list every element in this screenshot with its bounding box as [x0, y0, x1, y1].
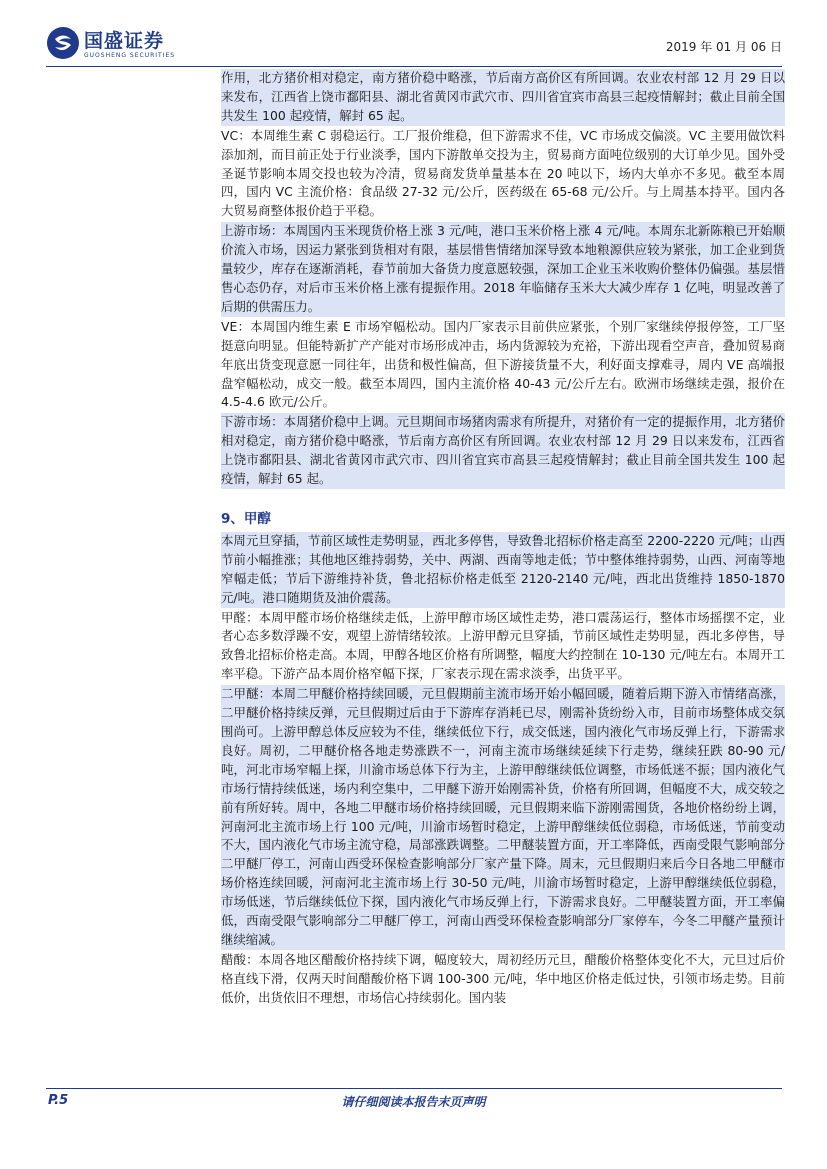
paragraph-upstream-corn: 上游市场：本周国内玉米现货价格上涨 3 元/吨，港口玉米价格上涨 4 元/吨。本周东北新陈粮已开始顺价流入市场，因运力紧张到货相对有限，基层惜售情绪加深导致本地粮源供应较为紧张，加工企业到货量较少，库存在逐渐消耗，春节前加大备货力度意愿较强，深加工企业玉米收购价整体仍偏强。基层惜售心态仍存，对后市玉米价格上涨有提振作用。2018 年临储存玉米大大减少库存 1 亿吨，明显改善了后期的供需压力。 [221, 222, 785, 317]
paragraph-pig-price-continued: 作用，北方猪价相对稳定，南方猪价稳中略涨，节后南方高价区有所回调。农业农村部 12 月 29 日以来发布，江西省上饶市鄱阳县、湖北省黄冈市武穴市、四川省宜宾市高县三起疫情解封；截止目前全国共发生 100 起疫情，解封 65 起。 [221, 69, 785, 126]
paragraph-downstream-pig: 下游市场：本周猪价稳中上调。元旦期间市场猪肉需求有所提升，对猪价有一定的提振作用，北方猪价相对稳定，南方猪价稳中略涨，节后南方高价区有所回调。农业农村部 12 月 29 日以来发布，江西省上饶市鄱阳县、湖北省黄冈市武穴市、四川省宜宾市高县三起疫情解封；截止目前全国共发生 100 起疫情，解封 65 起。 [221, 413, 785, 489]
paragraph-methanol: 本周元旦穿插，节前区域性走势明显，西北多停售，导致鲁北招标价格走高至 2200-2220 元/吨；山西节前小幅推涨；其他地区维持弱势，关中、两湖、西南等地走低；节中整体维持弱势，山西、河南等地窄幅走低；节后下游维持补货，鲁北招标价格走低至 2120-2140 元/吨，西北出货维持 1850-1870 元/吨。港口随期货及油价震荡。 [221, 532, 785, 608]
section-title-methanol: 9、甲醇 [221, 510, 271, 527]
paragraph-dme: 二甲醚：本周二甲醚价格持续回暖，元旦假期前主流市场开始小幅回暖，随着后期下游入市情绪高涨，二甲醚价格持续反弹，元旦假期过后由于下游库存消耗已尽，刚需补货纷纷入市，目前市场整体成交氛围尚可。上游甲醇总体反应较为不佳，继续低位下行，成交低迷，国内液化气市场反弹上行，下游需求良好。周初，二甲醚价格各地走势涨跌不一，河南主流市场继续延续下行走势，继续狂跌 80-90 元/吨，河北市场窄幅上探，川渝市场总体下行为主，上游甲醇继续低位调整，市场低迷不振；国内液化气市场行情持续低迷，场内利空集中，二甲醚下游开始刚需补货，价格有所回调，但幅度不大，成交较之前有所好转。周中，各地二甲醚市场价格持续回暖，元旦假期来临下游刚需囤货，各地价格纷纷上调，河南河北主流市场上行 100 元/吨，川渝市场暂时稳定，上游甲醇继续低位弱稳，市场低迷，节前变动不大，国内液化气市场主流守稳，局部涨跌调整。二甲醚装置方面，开工率降低，西南受限气影响部分二甲醚厂停工，河南山西受环保检查影响部分厂家产量下降。周末，元旦假期归来后今日各地二甲醚市场价格连续回暖，河南河北主流市场上行 30-50 元/吨，川渝市场暂时稳定，上游甲醇继续低位弱稳，市场低迷，节后继续低位下探，国内液化气市场反弹上行，下游需求良好。二甲醚装置方面，开工率偏低，西南受限气影响部分二甲醚厂停工，河南山西受环保检查影响部分厂家停车，今冬二甲醚产量预计继续缩减。 [221, 685, 785, 950]
paragraph-ve: VE：本周国内维生素 E 市场窄幅松动。国内厂家表示目前供应紧张，个别厂家继续停报停签，工厂坚挺意向明显。但能特新扩产产能对市场形成冲击，场内货源较为充裕，下游出现看空声音，叠加贸易商年底出货变现意愿一同往年，出货和极性偏高，但下游接货量不大，利好面支撑难寻，周内 VE 高端报盘窄幅松动，成交一般。截至本周四，国内主流价格 40-43 元/公斤左右。欧洲市场继续走强，报价在 4.5-4.6 欧元/公斤。 [221, 318, 785, 410]
report-body [221, 69, 785, 1008]
paragraph-vc: VC：本周维生素 C 弱稳运行。工厂报价维稳，但下游需求不佳，VC 市场成交偏淡。VC 主要用做饮料添加剂，而目前正处于行业淡季，国内下游散单交投为主，贸易商方面吨位级别的大订单少见。国外受圣诞节影响本周交投也较为冷清，贸易商发货单量基本在 20 吨以下，场内大单亦不多见。截至本周四，国内 VC 主流价格：食品级 27-32 元/公斤，医药级在 65-68 元/公斤。与上周基本持平。国内各大贸易商整体报价趋于平稳。 [221, 127, 785, 219]
brand-subtitle: GUOSHENG SECURITIES [84, 52, 176, 59]
report-date: 2019 年 01 月 06 日 [665, 40, 782, 54]
footer-rule [46, 1088, 782, 1089]
page-header [46, 22, 782, 68]
guosheng-logo-icon [46, 26, 80, 60]
paragraph-acetic-acid: 醋酸：本周各地区醋酸价格持续下调，幅度较大，周初经历元旦，醋酸价格整体变化不大，元旦过后价格直线下滑，仅两天时间醋酸价格下调 100-300 元/吨，华中地区价格走低过快，引领市场走势。目前低价，出货依旧不理想，市场信心持续弱化。国内装 [221, 951, 785, 1005]
header-rule [46, 66, 782, 67]
brand-name: 国盛证券 [84, 30, 165, 52]
footer-disclaimer: 请仔细阅读本报告末页声明 [341, 1095, 486, 1109]
paragraph-formaldehyde: 甲醛：本周甲醛市场价格继续走低，上游甲醇市场区域性走势，港口震荡运行，整体市场摇摆不定，业者心态多数浮躁不安，观望上游情绪较浓。上游甲醇元旦穿插，节前区域性走势明显，西北多停售，导致鲁北招标价格走高。本周，甲醇各地区价格有所调整，幅度大约控制在 10-130 元/吨左右。本周开工率平稳。下游产品本周价格窄幅下探，厂家表示现在需求淡季，出货平平。 [221, 609, 785, 682]
page-number: P.5 [48, 1093, 69, 1108]
